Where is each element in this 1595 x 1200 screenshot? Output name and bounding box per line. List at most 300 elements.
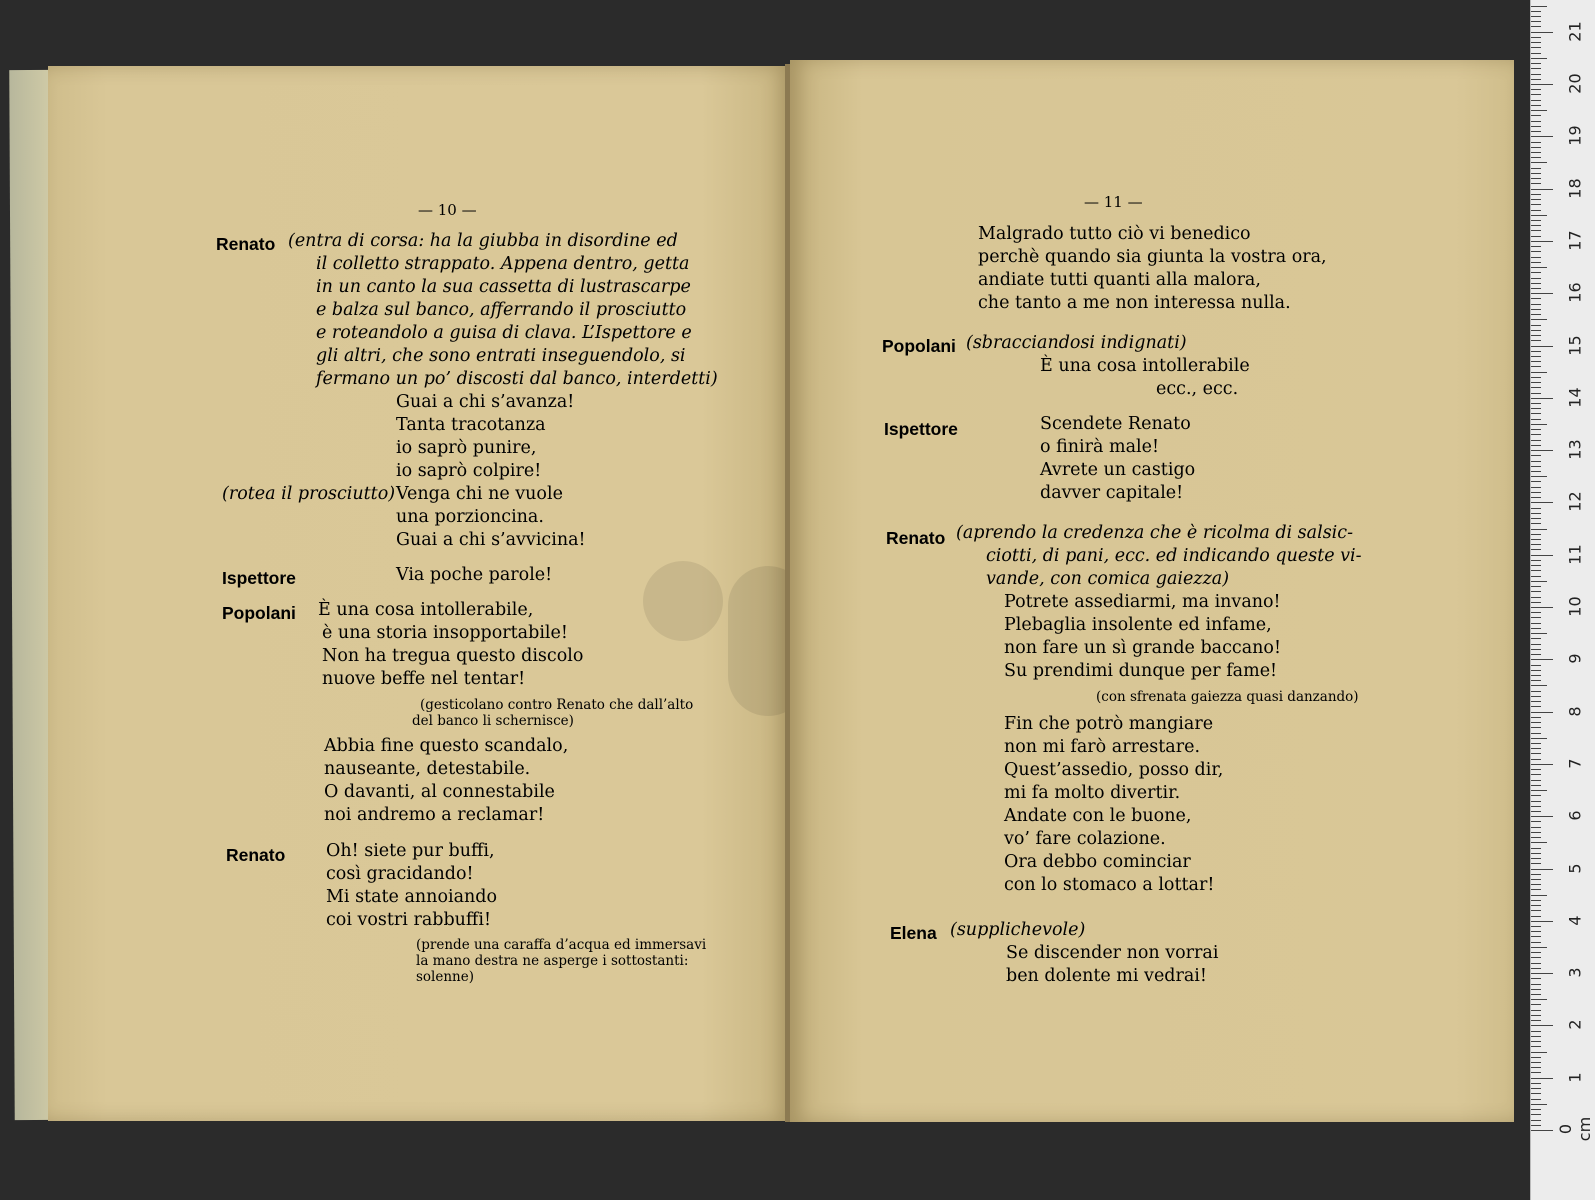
ruler-tick bbox=[1531, 544, 1541, 545]
ruler-tick bbox=[1531, 1114, 1541, 1115]
ruler-tick bbox=[1531, 832, 1541, 833]
verse-line: coi vostri rabbuffi! bbox=[326, 910, 491, 930]
ruler-tick bbox=[1531, 361, 1541, 362]
ruler-tick bbox=[1531, 251, 1541, 252]
ruler-tick bbox=[1531, 94, 1541, 95]
ruler-tick bbox=[1531, 309, 1541, 310]
ruler-tick bbox=[1531, 16, 1541, 17]
ruler-tick bbox=[1531, 26, 1541, 27]
ruler-tick bbox=[1531, 743, 1541, 744]
ruler-tick bbox=[1531, 476, 1547, 477]
ruler-tick bbox=[1531, 675, 1541, 676]
ruler-label: 7 bbox=[1565, 758, 1585, 769]
verse-line: Abbia fine questo scandalo, bbox=[324, 736, 569, 756]
stage-direction: fermano un po’ discosti dal banco, interdetti) bbox=[316, 369, 718, 389]
ruler-tick bbox=[1531, 1067, 1541, 1068]
ruler-tick bbox=[1531, 936, 1541, 937]
ruler-label: 17 bbox=[1565, 230, 1585, 251]
ruler-tick bbox=[1531, 848, 1541, 849]
ruler-tick bbox=[1531, 701, 1541, 702]
ruler-tick bbox=[1531, 989, 1541, 990]
ruler-tick bbox=[1531, 445, 1541, 446]
ruler-tick bbox=[1531, 633, 1547, 634]
ruler-tick bbox=[1531, 523, 1541, 524]
ruler-tick bbox=[1531, 455, 1541, 456]
ruler-tick bbox=[1531, 1046, 1541, 1047]
stage-direction: e balza sul banco, afferrando il prosciutto bbox=[316, 300, 687, 320]
ruler-tick bbox=[1531, 42, 1541, 43]
ruler-tick bbox=[1531, 110, 1547, 111]
ruler-tick bbox=[1531, 685, 1547, 686]
ruler-tick bbox=[1531, 863, 1541, 864]
ruler-tick bbox=[1531, 74, 1541, 75]
ruler-tick bbox=[1531, 419, 1541, 420]
ruler-tick bbox=[1531, 53, 1541, 54]
ruler-tick bbox=[1531, 340, 1541, 341]
ruler-tick bbox=[1531, 659, 1553, 660]
stage-direction-small: (gesticolano contro Renato che dall’alto bbox=[420, 697, 694, 713]
verse-line: È una cosa intollerabile bbox=[1040, 356, 1250, 376]
ruler-tick bbox=[1531, 157, 1541, 158]
ruler-tick bbox=[1531, 115, 1541, 116]
verse-line: Non ha tregua questo discolo bbox=[322, 646, 584, 666]
ruler-tick bbox=[1531, 1109, 1541, 1110]
ruler-tick bbox=[1531, 1120, 1541, 1121]
stage-direction: il colletto strappato. Appena dentro, getta bbox=[316, 254, 690, 274]
ruler-tick bbox=[1531, 335, 1541, 336]
ruler-tick bbox=[1531, 1004, 1541, 1005]
verse-line: vo’ fare colazione. bbox=[1004, 829, 1166, 849]
ruler-tick bbox=[1531, 680, 1541, 681]
stage-direction-small: solenne) bbox=[416, 969, 475, 985]
ruler-tick bbox=[1531, 581, 1547, 582]
verse-line: è una storia insopportabile! bbox=[322, 623, 568, 643]
ruler-tick bbox=[1531, 278, 1541, 279]
ruler-tick bbox=[1531, 466, 1541, 467]
ruler-tick bbox=[1531, 717, 1541, 718]
ruler-tick bbox=[1531, 534, 1541, 535]
ruler-tick bbox=[1531, 565, 1541, 566]
ruler-tick bbox=[1531, 372, 1547, 373]
ruler-tick bbox=[1531, 1015, 1541, 1016]
ruler-tick bbox=[1531, 712, 1553, 713]
speaker-popolani: Popolani bbox=[882, 336, 956, 356]
verse-line: Malgrado tutto ciò vi benedico bbox=[978, 224, 1251, 244]
ruler-tick bbox=[1531, 210, 1541, 211]
ruler-tick bbox=[1531, 136, 1553, 137]
stage-direction: (sbracciandosi indignati) bbox=[966, 333, 1187, 353]
verse-line: Oh! siete pur buffi, bbox=[326, 841, 495, 861]
ruler-tick bbox=[1531, 602, 1541, 603]
verse-line: Guai a chi s’avanza! bbox=[396, 392, 575, 412]
verse-line: Se discender non vorrai bbox=[1006, 943, 1219, 963]
ruler-tick bbox=[1531, 795, 1541, 796]
ruler-tick bbox=[1531, 539, 1541, 540]
verse-line: una porzioncina. bbox=[396, 507, 544, 527]
ruler-tick bbox=[1531, 471, 1541, 472]
ruler-tick bbox=[1531, 586, 1541, 587]
ruler-tick bbox=[1531, 513, 1541, 514]
ruler-tick bbox=[1531, 492, 1541, 493]
ruler-tick bbox=[1531, 1062, 1541, 1063]
ruler-tick bbox=[1531, 942, 1541, 943]
ruler-tick bbox=[1531, 931, 1541, 932]
ruler-tick bbox=[1531, 576, 1541, 577]
verse-line: andiate tutti quanti alla malora, bbox=[978, 270, 1261, 290]
verse-line: non fare un sì grande baccano! bbox=[1004, 638, 1281, 658]
ruler-tick bbox=[1531, 597, 1541, 598]
ruler-tick bbox=[1531, 126, 1541, 127]
ruler-tick bbox=[1531, 617, 1541, 618]
ruler-tick bbox=[1531, 858, 1541, 859]
ruler-tick bbox=[1531, 424, 1547, 425]
ruler-tick bbox=[1531, 351, 1541, 352]
ruler-tick bbox=[1531, 346, 1553, 347]
ruler-tick bbox=[1531, 649, 1541, 650]
ruler-tick bbox=[1531, 764, 1553, 765]
ruler-tick bbox=[1531, 393, 1541, 394]
ruler-tick bbox=[1531, 670, 1541, 671]
ruler-tick bbox=[1531, 68, 1541, 69]
speaker-renato: Renato bbox=[216, 234, 276, 254]
ruler-tick bbox=[1531, 194, 1541, 195]
ruler-tick bbox=[1531, 63, 1541, 64]
ruler-tick bbox=[1531, 910, 1541, 911]
ruler-tick bbox=[1531, 319, 1547, 320]
speaker-ispettore: Ispettore bbox=[222, 568, 296, 588]
ruler-tick bbox=[1531, 853, 1541, 854]
ruler-tick bbox=[1531, 696, 1541, 697]
verse-line: Mi state annoiando bbox=[326, 887, 498, 907]
ruler-tick bbox=[1531, 84, 1553, 85]
ruler-tick bbox=[1531, 37, 1541, 38]
ruler-tick bbox=[1531, 1031, 1541, 1032]
verse-line: nauseante, detestabile. bbox=[324, 759, 531, 779]
verse-line: io saprò colpire! bbox=[396, 461, 542, 481]
stage-direction: vande, con comica gaiezza) bbox=[986, 569, 1230, 589]
ruler-tick bbox=[1531, 665, 1541, 666]
ruler-tick bbox=[1531, 1125, 1541, 1126]
ruler-tick bbox=[1531, 837, 1541, 838]
stage-direction: (entra di corsa: ha la giubba in disordine ed bbox=[288, 231, 678, 251]
ruler-label: 6 bbox=[1565, 810, 1585, 821]
ruler-tick bbox=[1531, 147, 1541, 148]
ruler-tick bbox=[1531, 769, 1541, 770]
verse-line: È una cosa intollerabile, bbox=[318, 600, 534, 620]
stage-direction-small: la mano destra ne asperge i sottostanti: bbox=[416, 953, 689, 969]
ruler-tick bbox=[1531, 947, 1547, 948]
ruler-tick bbox=[1531, 921, 1553, 922]
ruler-tick bbox=[1531, 314, 1541, 315]
ruler-tick bbox=[1531, 382, 1541, 383]
ruler-tick bbox=[1531, 785, 1541, 786]
ruler-tick bbox=[1531, 183, 1541, 184]
ruler-tick bbox=[1531, 293, 1553, 294]
verse-line: Avrete un castigo bbox=[1040, 460, 1196, 480]
ruler-tick bbox=[1531, 722, 1541, 723]
stage-direction: (rotea il prosciutto) bbox=[222, 484, 396, 504]
ruler-tick bbox=[1531, 6, 1547, 7]
ruler-tick bbox=[1531, 1036, 1541, 1037]
ruler-tick bbox=[1531, 994, 1541, 995]
ruler-tick bbox=[1531, 1020, 1541, 1021]
ruler-tick bbox=[1531, 429, 1541, 430]
ruler-tick bbox=[1531, 555, 1553, 556]
ruler-tick bbox=[1531, 727, 1541, 728]
verse-line: ben dolente mi vedrai! bbox=[1006, 966, 1207, 986]
ruler-tick bbox=[1531, 178, 1541, 179]
ruler-tick bbox=[1531, 811, 1541, 812]
speaker-popolani: Popolani bbox=[222, 603, 296, 623]
verse-line: nuove beffe nel tentar! bbox=[322, 669, 526, 689]
verse-line: davver capitale! bbox=[1040, 483, 1184, 503]
ruler-tick bbox=[1531, 508, 1541, 509]
ruler-tick bbox=[1531, 1083, 1541, 1084]
verse-line: Plebaglia insolente ed infame, bbox=[1004, 615, 1272, 635]
ruler-tick bbox=[1531, 481, 1541, 482]
ruler-tick bbox=[1531, 518, 1541, 519]
ruler-tick bbox=[1531, 738, 1547, 739]
ruler-tick bbox=[1531, 32, 1553, 33]
stage-direction: in un canto la sua cassetta di lustrascarpe bbox=[316, 277, 691, 297]
ruler-tick bbox=[1531, 1052, 1547, 1053]
ruler-tick bbox=[1531, 895, 1547, 896]
ruler-tick bbox=[1531, 450, 1553, 451]
verse-line: mi fa molto divertir. bbox=[1004, 783, 1181, 803]
ruler-tick bbox=[1531, 89, 1541, 90]
ruler-tick bbox=[1531, 806, 1541, 807]
ruler-tick bbox=[1531, 413, 1541, 414]
ruler-tick bbox=[1531, 884, 1541, 885]
ruler-tick bbox=[1531, 1078, 1553, 1079]
ruler-tick bbox=[1531, 131, 1541, 132]
speaker-ispettore: Ispettore bbox=[884, 419, 958, 439]
ruler-label: 9 bbox=[1565, 653, 1585, 664]
ruler-tick bbox=[1531, 21, 1541, 22]
verse-line: non mi farò arrestare. bbox=[1004, 737, 1201, 757]
ruler-tick bbox=[1531, 560, 1541, 561]
verse-line: io saprò punire, bbox=[396, 438, 537, 458]
ruler-label: 3 bbox=[1565, 967, 1585, 978]
stage-direction: e roteandolo a guisa di clava. L’Ispettore e bbox=[316, 323, 692, 343]
ruler-tick bbox=[1531, 434, 1541, 435]
ruler-tick bbox=[1531, 377, 1541, 378]
measurement-ruler bbox=[1530, 0, 1595, 1200]
ruler-tick bbox=[1531, 403, 1541, 404]
ruler-label: 5 bbox=[1565, 862, 1585, 874]
ruler-tick bbox=[1531, 973, 1553, 974]
ruler-tick bbox=[1531, 827, 1541, 828]
ruler-tick bbox=[1531, 225, 1541, 226]
ruler-tick bbox=[1531, 549, 1541, 550]
ruler-label: 18 bbox=[1565, 177, 1585, 199]
speaker-renato: Renato bbox=[226, 845, 286, 865]
ruler-label: 21 bbox=[1565, 21, 1585, 42]
verse-line: noi andremo a reclamar! bbox=[324, 805, 545, 825]
ruler-tick bbox=[1531, 816, 1553, 817]
ruler-tick bbox=[1531, 236, 1541, 237]
ruler-tick bbox=[1531, 780, 1541, 781]
verse-line: O davanti, al connestabile bbox=[324, 782, 555, 802]
ruler-tick bbox=[1531, 272, 1541, 273]
ruler-tick bbox=[1531, 874, 1541, 875]
ruler-tick bbox=[1531, 267, 1547, 268]
ruler-tick bbox=[1531, 691, 1541, 692]
ruler-label: 20 bbox=[1565, 73, 1585, 94]
page-number-right: — 11 — bbox=[1084, 193, 1143, 211]
ruler-tick bbox=[1531, 591, 1541, 592]
ruler-tick bbox=[1531, 325, 1541, 326]
ruler-tick bbox=[1531, 230, 1541, 231]
stage-direction: gli altri, che sono entrati inseguendolo, si bbox=[316, 346, 686, 366]
ruler-tick bbox=[1531, 47, 1541, 48]
verse-line: Via poche parole! bbox=[396, 565, 553, 585]
ruler-tick bbox=[1531, 215, 1547, 216]
ruler-tick bbox=[1531, 1130, 1553, 1131]
ruler-label: 4 bbox=[1565, 915, 1585, 926]
ruler-label: 2 bbox=[1565, 1019, 1585, 1030]
ruler-label: 19 bbox=[1565, 125, 1585, 146]
ruler-tick bbox=[1531, 262, 1541, 263]
ruler-label: 11 bbox=[1565, 544, 1585, 565]
ruler-tick bbox=[1531, 900, 1541, 901]
ruler-tick bbox=[1531, 952, 1541, 953]
ruler-tick bbox=[1531, 801, 1541, 802]
ruler-label: 15 bbox=[1565, 334, 1585, 356]
ruler-tick bbox=[1531, 889, 1541, 890]
ruler-tick bbox=[1531, 644, 1541, 645]
ruler-tick bbox=[1531, 288, 1541, 289]
ruler-tick bbox=[1531, 999, 1547, 1000]
ruler-label: 0 cm bbox=[1556, 1116, 1594, 1142]
ruler-tick bbox=[1531, 298, 1541, 299]
ruler-tick bbox=[1531, 304, 1541, 305]
ruler-tick bbox=[1531, 189, 1553, 190]
ruler-tick bbox=[1531, 790, 1547, 791]
ruler-tick bbox=[1531, 628, 1541, 629]
ruler-tick bbox=[1531, 408, 1541, 409]
ruler-tick bbox=[1531, 330, 1541, 331]
ruler-label: 10 bbox=[1565, 596, 1585, 617]
ruler-tick bbox=[1531, 241, 1553, 242]
ruler-tick bbox=[1531, 748, 1541, 749]
stage-direction: (aprendo la credenza che è ricolma di salsic- bbox=[956, 523, 1353, 543]
ruler-tick bbox=[1531, 1025, 1553, 1026]
verse-line: con lo stomaco a lottar! bbox=[1004, 875, 1215, 895]
ruler-tick bbox=[1531, 612, 1541, 613]
verse-line: così gracidando! bbox=[326, 864, 474, 884]
ruler-tick bbox=[1531, 1104, 1547, 1105]
ruler-tick bbox=[1531, 1099, 1541, 1100]
verse-line: ecc., ecc. bbox=[1156, 379, 1239, 399]
ruler-tick bbox=[1531, 963, 1541, 964]
ruler-tick bbox=[1531, 529, 1547, 530]
verse-line: Andate con le buone, bbox=[1004, 806, 1192, 826]
ruler-tick bbox=[1531, 257, 1541, 258]
ruler-tick bbox=[1531, 487, 1541, 488]
ruler-tick bbox=[1531, 11, 1541, 12]
ruler-tick bbox=[1531, 978, 1541, 979]
ruler-label: 8 bbox=[1565, 706, 1585, 717]
ruler-tick bbox=[1531, 502, 1553, 503]
ruler-tick bbox=[1531, 100, 1541, 101]
ruler-tick bbox=[1531, 706, 1541, 707]
ruler-tick bbox=[1531, 356, 1541, 357]
ruler-tick bbox=[1531, 1072, 1541, 1073]
stage-direction-small: (con sfrenata gaiezza quasi danzando) bbox=[1096, 689, 1359, 705]
ruler-tick bbox=[1531, 759, 1541, 760]
ruler-tick bbox=[1531, 905, 1541, 906]
ruler-tick bbox=[1531, 105, 1541, 106]
ruler-tick bbox=[1531, 926, 1541, 927]
ruler-tick bbox=[1531, 869, 1553, 870]
ruler-tick bbox=[1531, 204, 1541, 205]
verse-line: Ora debbo cominciar bbox=[1004, 852, 1191, 872]
ruler-tick bbox=[1531, 168, 1541, 169]
ruler-tick bbox=[1531, 842, 1547, 843]
ruler-label: 14 bbox=[1565, 387, 1585, 408]
ruler-label: 16 bbox=[1565, 282, 1585, 303]
ruler-tick bbox=[1531, 398, 1553, 399]
ruler-tick bbox=[1531, 79, 1541, 80]
ruler-tick bbox=[1531, 1057, 1541, 1058]
ruler-tick bbox=[1531, 387, 1541, 388]
stage-direction: ciotti, di pani, ecc. ed indicando queste vi- bbox=[986, 546, 1362, 566]
ruler-tick bbox=[1531, 366, 1541, 367]
ruler-tick bbox=[1531, 638, 1541, 639]
ruler-tick bbox=[1531, 1041, 1541, 1042]
ruler-label: 13 bbox=[1565, 439, 1585, 460]
verse-line: Potrete assediarmi, ma invano! bbox=[1004, 592, 1281, 612]
ruler-tick bbox=[1531, 1093, 1541, 1094]
ruler-tick bbox=[1531, 220, 1541, 221]
ruler-tick bbox=[1531, 654, 1541, 655]
ruler-tick bbox=[1531, 607, 1553, 608]
ruler-tick bbox=[1531, 984, 1541, 985]
ruler-tick bbox=[1531, 58, 1547, 59]
verse-line: o finirà male! bbox=[1040, 437, 1160, 457]
ruler-tick bbox=[1531, 121, 1541, 122]
ruler-tick bbox=[1531, 152, 1541, 153]
ruler-tick bbox=[1531, 821, 1541, 822]
ruler-tick bbox=[1531, 733, 1541, 734]
ruler-tick bbox=[1531, 440, 1541, 441]
ruler-tick bbox=[1531, 199, 1541, 200]
ruler-label: 12 bbox=[1565, 491, 1585, 513]
ruler-tick bbox=[1531, 879, 1541, 880]
ruler-tick bbox=[1531, 246, 1541, 247]
ruler-tick bbox=[1531, 1088, 1541, 1089]
ruler-label: 1 bbox=[1565, 1072, 1585, 1083]
ruler-tick bbox=[1531, 916, 1541, 917]
ruler-tick bbox=[1531, 570, 1541, 571]
page-number-left: — 10 — bbox=[418, 201, 477, 219]
verse-line: che tanto a me non interessa nulla. bbox=[978, 293, 1291, 313]
verse-line: Venga chi ne vuole bbox=[396, 484, 563, 504]
stage-direction-small: del banco li schernisce) bbox=[412, 713, 574, 729]
ruler-tick bbox=[1531, 774, 1541, 775]
ruler-tick bbox=[1531, 623, 1541, 624]
verse-line: Guai a chi s’avvicina! bbox=[396, 530, 586, 550]
ruler-tick bbox=[1531, 968, 1541, 969]
verse-line: Su prendimi dunque per fame! bbox=[1004, 661, 1278, 681]
stage-direction: (supplichevole) bbox=[950, 920, 1086, 940]
speaker-renato: Renato bbox=[886, 528, 946, 548]
ruler-tick bbox=[1531, 162, 1547, 163]
verse-line: Scendete Renato bbox=[1040, 414, 1191, 434]
ruler-tick bbox=[1531, 957, 1541, 958]
verse-line: Fin che potrò mangiare bbox=[1004, 714, 1214, 734]
